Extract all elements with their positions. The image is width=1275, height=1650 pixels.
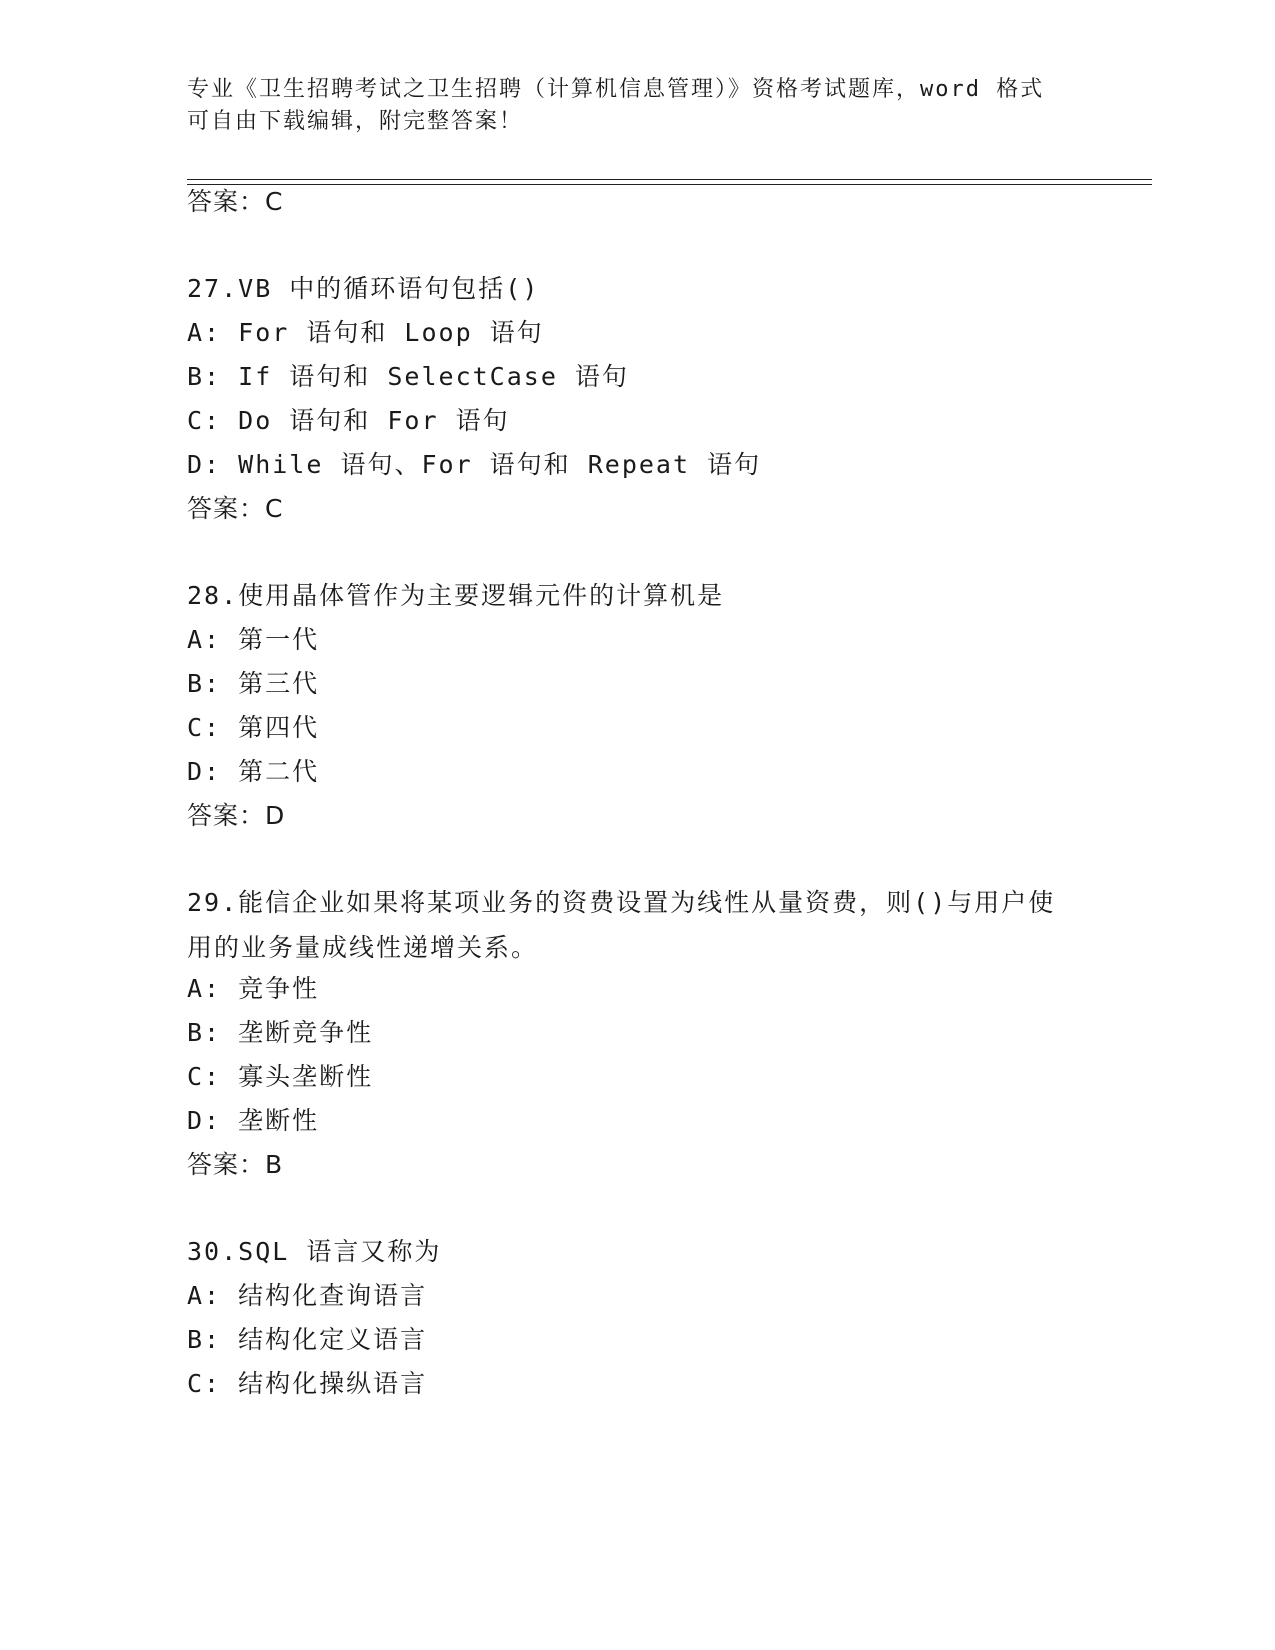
previous-answer: 答案：C <box>187 187 284 216</box>
question-28-option-a: A: 第一代 <box>187 625 320 654</box>
question-30-stem: 30.SQL 语言又称为 <box>187 1237 442 1266</box>
question-27-stem: 27.VB 中的循环语句包括() <box>187 274 540 303</box>
question-29-option-b: B: 垄断竞争性 <box>187 1018 374 1047</box>
question-27-option-c: C: Do 语句和 For 语句 <box>187 406 510 435</box>
question-27-option-a: A: For 语句和 Loop 语句 <box>187 318 544 347</box>
document-header: 专业《卫生招聘考试之卫生招聘（计算机信息管理）》资格考试题库，word 格式可自由下载编辑，附完整答案！ <box>187 77 1045 134</box>
question-29-option-a: A: 竞争性 <box>187 974 320 1003</box>
question-27-option-d: D: While 语句、For 语句和 Repeat 语句 <box>187 450 762 479</box>
question-29-option-d: D: 垄断性 <box>187 1106 320 1135</box>
question-29-answer: 答案：B <box>187 1150 284 1179</box>
question-27-answer: 答案：C <box>187 494 284 523</box>
question-30-option-c: C: 结构化操纵语言 <box>187 1369 428 1398</box>
header-divider-top <box>187 179 1152 180</box>
question-29-option-c: C: 寡头垄断性 <box>187 1062 374 1091</box>
question-30-option-b: B: 结构化定义语言 <box>187 1325 428 1354</box>
question-29-stem: 29.能信企业如果将某项业务的资费设置为线性从量资费，则()与用户使用的业务量成线性递增关系。 <box>187 888 1056 962</box>
question-28-option-c: C: 第四代 <box>187 713 320 742</box>
question-28-stem: 28.使用晶体管作为主要逻辑元件的计算机是 <box>187 581 725 610</box>
question-30-option-a: A: 结构化查询语言 <box>187 1281 428 1310</box>
question-28-option-b: B: 第三代 <box>187 669 320 698</box>
header-divider-bottom <box>187 184 1152 185</box>
question-28-option-d: D: 第二代 <box>187 757 320 786</box>
question-27-option-b: B: If 语句和 SelectCase 语句 <box>187 362 629 391</box>
question-28-answer: 答案：D <box>187 801 286 830</box>
